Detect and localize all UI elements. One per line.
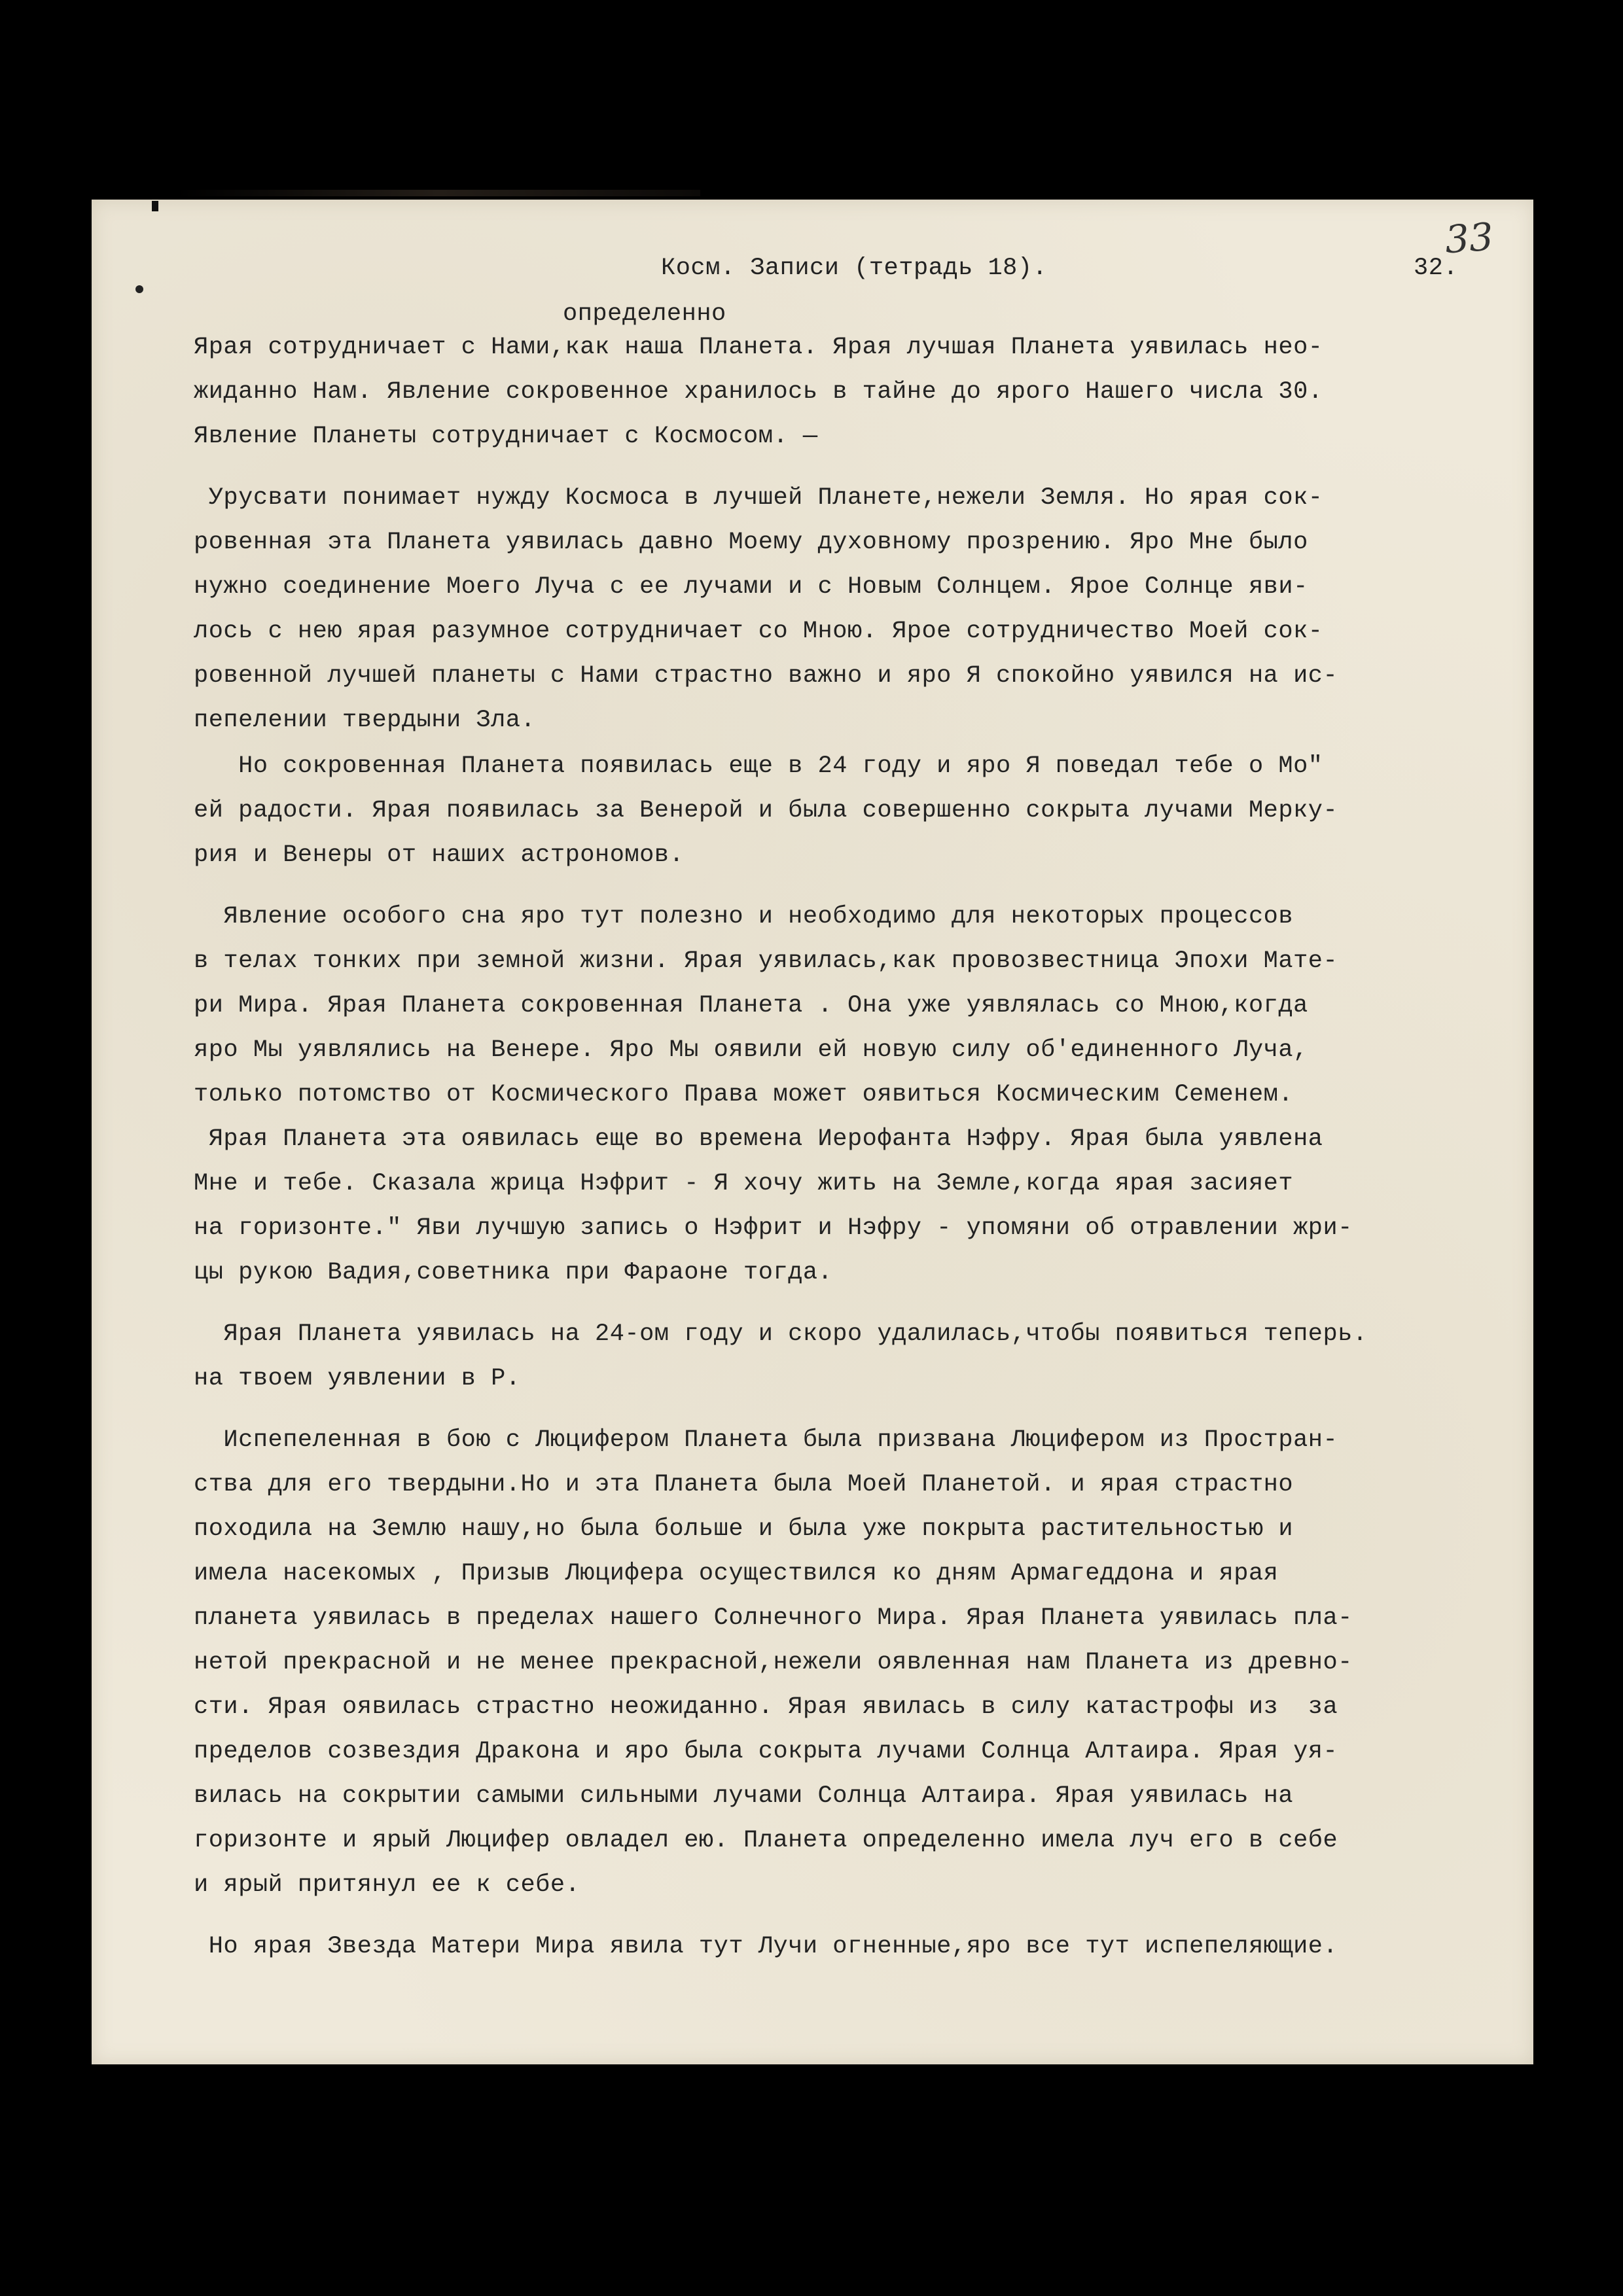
text-line: ри Мира. Ярая Планета сокровенная Планета . Она уже уявлялась со Мною,когда [194, 992, 1308, 1019]
scan-smudge [177, 190, 700, 196]
text-line: нетой прекрасной и не менее прекрасной,нежели оявленная нам Планета из древно- [194, 1649, 1353, 1676]
text-line: рия и Венеры от наших астрономов. [194, 841, 685, 869]
text-line: нужно соединение Моего Луча с ее лучами и с Новым Солнцем. Ярое Солнце яви- [194, 573, 1308, 601]
text-line: имела насекомых , Призыв Люцифера осуществился ко дням Армагеддона и ярая [194, 1560, 1279, 1587]
typed-page-number: 32. [1414, 255, 1459, 282]
text-line: ства для его твердыни.Но и эта Планета была Моей Планетой. и ярая страстно [194, 1471, 1294, 1498]
text-line: лось с нею ярая разумное сотрудничает со Мною. Ярое сотрудничество Моей сок- [194, 618, 1323, 645]
text-line: на горизонте." Яви лучшую запись о Нэфрит и Нэфру - упомяни об отравлении жри- [194, 1214, 1353, 1242]
text-line: горизонте и ярый Люцифер овладел ею. Планета определенно имела луч его в себе [194, 1827, 1338, 1854]
text-line: вилась на сокрытии самыми сильными лучами Солнца Алтаира. Ярая уявилась на [194, 1782, 1294, 1810]
text-line: Явление особого сна яро тут полезно и необходимо для некоторых процессов [194, 903, 1294, 930]
text-line: пепелении твердыни Зла. [194, 707, 536, 734]
ink-mark [152, 201, 158, 211]
text-line: походила на Землю нашу,но была больше и была уже покрыта растительностью и [194, 1515, 1294, 1543]
text-line: и ярый притянул ее к себе. [194, 1871, 580, 1899]
text-line: цы рукою Вадия,советника при Фараоне тогда. [194, 1259, 833, 1286]
text-line: Ярая Планета эта оявилась еще во времена Иерофанта Нэфру. Ярая была уявлена [194, 1125, 1323, 1153]
handwritten-folio-number: 33 [1443, 214, 1495, 262]
interlinear-insertion: определенно [563, 300, 726, 328]
text-line: Но сокровенная Планета появилась еще в 24 году и яро Я поведал тебе о Мо" [194, 752, 1323, 780]
text-line: ей радости. Ярая появилась за Венерой и была совершенно сокрыта лучами Мерку- [194, 797, 1338, 824]
text-line: Испепеленная в бою с Люцифером Планета была призвана Люцифером из Простран- [194, 1426, 1338, 1454]
document-header-title: Косм. Записи (тетрадь 18). [661, 255, 1048, 282]
text-line: пределов созвездия Дракона и яро была сокрыта лучами Солнца Алтаира. Ярая уя- [194, 1738, 1338, 1765]
text-line: в телах тонких при земной жизни. Ярая уявилась,как провозвестница Эпохи Мате- [194, 947, 1338, 975]
text-line: Урусвати понимает нужду Космоса в лучшей Планете,нежели Земля. Но ярая сок- [194, 484, 1323, 512]
text-line: жиданно Нам. Явление сокровенное хранилось в тайне до ярого Нашего числа 30. [194, 378, 1323, 406]
text-line: только потомство от Космического Права может оявиться Космическим Семенем. [194, 1081, 1294, 1108]
text-line: сти. Ярая оявилась страстно неожиданно. Ярая явилась в силу катастрофы из за [194, 1693, 1338, 1721]
text-line: ровенная эта Планета уявилась давно Моему духовному прозрению. Яро Мне было [194, 529, 1308, 556]
text-line: планета уявилась в пределах нашего Солнечного Мира. Ярая Планета уявилась пла- [194, 1604, 1353, 1632]
text-line: яро Мы уявлялись на Венере. Яро Мы оявили ей новую силу об'единенного Луча, [194, 1036, 1308, 1064]
text-line: ровенной лучшей планеты с Нами страстно важно и яро Я спокойно уявился на ис- [194, 662, 1338, 690]
ink-mark [135, 285, 143, 293]
text-line: Явление Планеты сотрудничает с Космосом. — [194, 423, 818, 450]
text-line: Мне и тебе. Сказала жрица Нэфрит - Я хочу жить на Земле,когда ярая засияет [194, 1170, 1294, 1197]
text-line: на твоем уявлении в Р. [194, 1365, 521, 1392]
text-line: Но ярая Звезда Матери Мира явила тут Лучи огненные,яро все тут испепеляющие. [194, 1933, 1338, 1960]
text-line: Ярая Планета уявилась на 24-ом году и скоро удалилась,чтобы появиться теперь. [194, 1320, 1368, 1348]
text-line: Ярая сотрудничает с Нами,как наша Планета. Ярая лучшая Планета уявилась нео- [194, 334, 1323, 361]
